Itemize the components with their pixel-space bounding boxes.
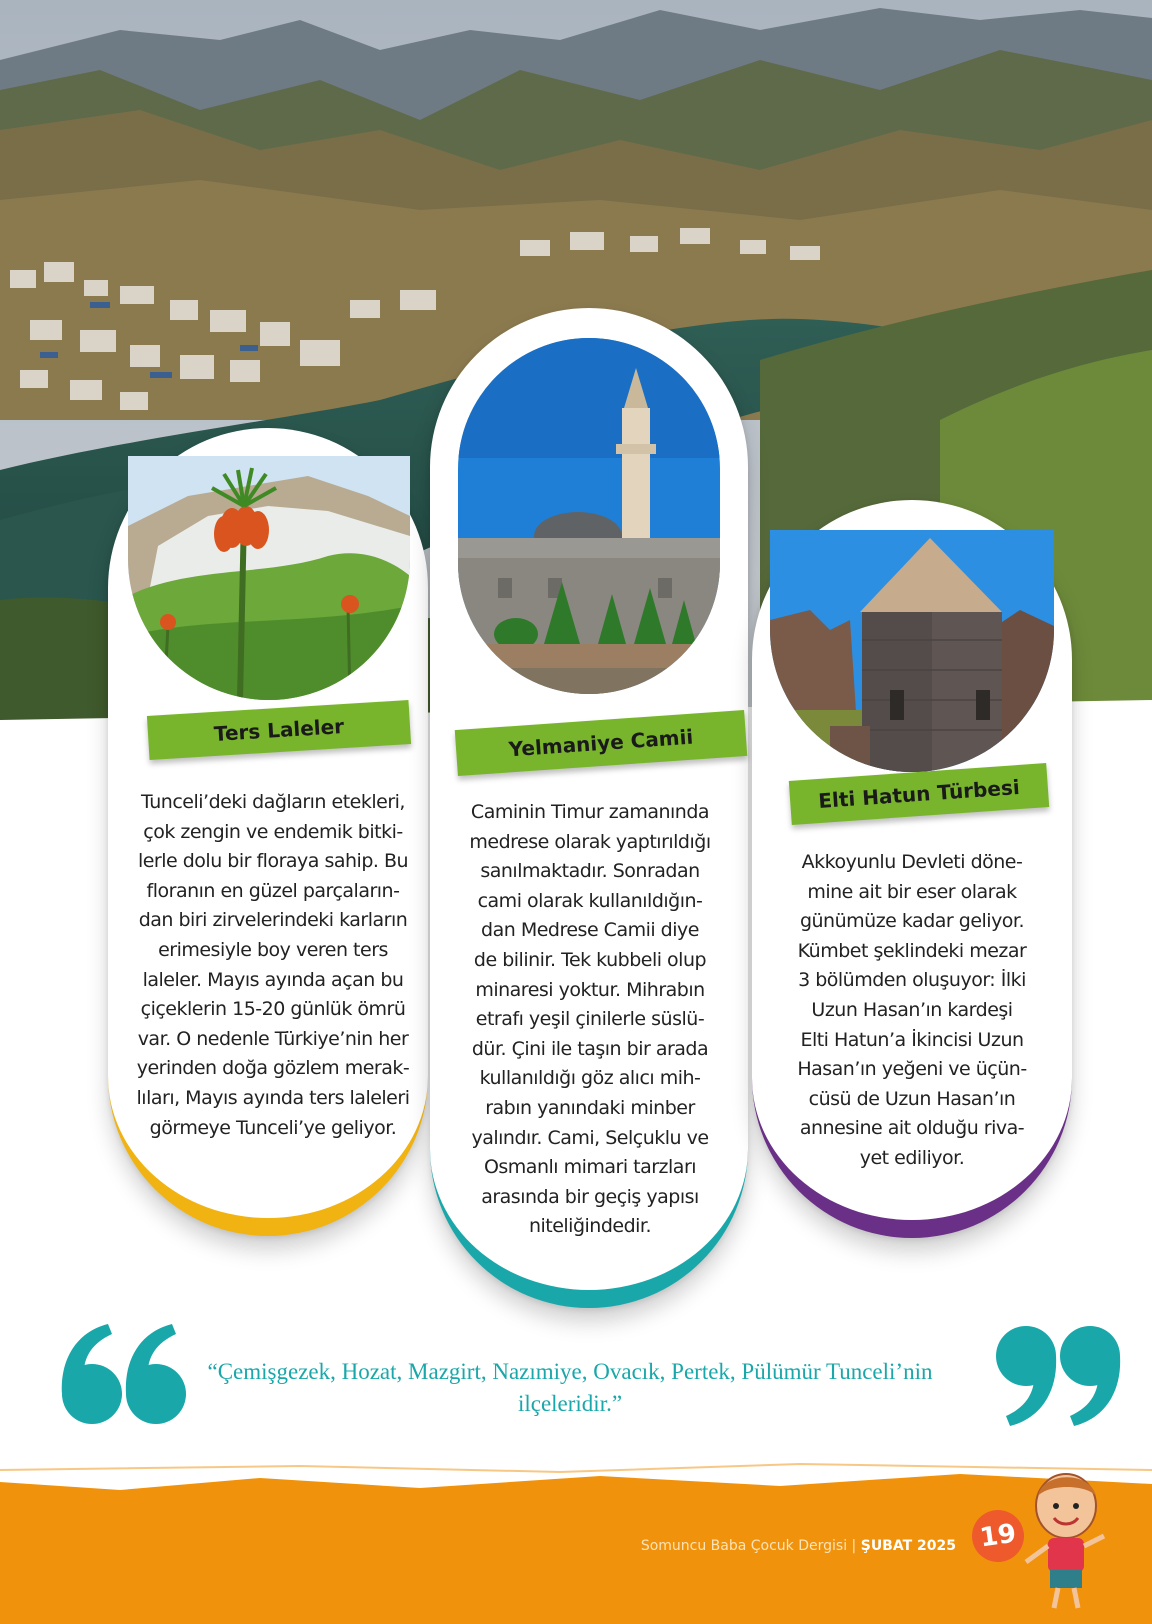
text-line: cüsü de Uzun Hasan’ın bbox=[808, 1087, 1016, 1110]
text-line: mine ait bir eser olarak bbox=[807, 880, 1017, 903]
text-line: dan biri zirvelerindeki karların bbox=[138, 909, 408, 932]
issue-date: ŞUBAT 2025 bbox=[860, 1538, 956, 1554]
text-line: 3 bölümden oluşuyor: İlki bbox=[798, 969, 1026, 992]
page-number: 19 bbox=[969, 1507, 1028, 1566]
card-title-ters-laleler: Ters Laleler bbox=[147, 700, 411, 760]
text-line: Elti Hatun’a İkincisi Uzun bbox=[800, 1028, 1024, 1051]
text-line: lerle dolu bir floraya sahip. Bu bbox=[137, 850, 409, 873]
text-line: yet ediliyor. bbox=[859, 1146, 965, 1169]
text-line: laleler. Mayıs ayında açan bu bbox=[142, 968, 404, 991]
text-line: erimesiyle boy veren ters bbox=[158, 938, 388, 961]
text-line: etrafı yeşil çinilerle süslü- bbox=[475, 1008, 705, 1031]
footer-separator: | bbox=[847, 1538, 861, 1554]
text-line: Osmanlı mimari tarzları bbox=[483, 1156, 697, 1179]
text-line: kullanıldığı göz alıcı mih- bbox=[479, 1067, 701, 1090]
text-line: niteliğindedir. bbox=[528, 1215, 652, 1238]
child-mascot-icon bbox=[1020, 1466, 1110, 1621]
tomb-kumbet-photo bbox=[770, 530, 1054, 772]
text-line: görmeye Tunceli’ye geliyor. bbox=[149, 1116, 397, 1139]
quote-line-1: “Çemişgezek, Hozat, Mazgirt, Nazımiye, Ovacık, Pertek, Pülümür Tunceli’nin bbox=[207, 1359, 933, 1384]
text-line: de bilinir. Tek kubbeli olup bbox=[473, 948, 707, 971]
text-line: Hasan’ın yeğeni ve üçün- bbox=[797, 1058, 1027, 1081]
mosque-minaret-photo bbox=[458, 338, 720, 694]
text-line: çiçeklerin 15-20 günlük ömrü bbox=[140, 998, 406, 1021]
text-line: sanılmaktadır. Sonradan bbox=[480, 860, 700, 883]
magazine-name: Somuncu Baba Çocuk Dergisi bbox=[640, 1538, 848, 1554]
text-line: Akkoyunlu Devleti döne- bbox=[801, 851, 1023, 873]
card-text-elti-hatun-turbesi bbox=[772, 848, 1052, 1174]
text-line: var. O nedenle Türkiye’nin her bbox=[137, 1027, 409, 1050]
quote-line-2: ilçeleridir.” bbox=[517, 1391, 623, 1416]
text-line: lıları, Mayıs ayında ters laleleri bbox=[136, 1086, 410, 1109]
footer-credit bbox=[641, 1538, 956, 1554]
text-line: rabın yanındaki minber bbox=[485, 1096, 695, 1119]
ters-lale-flower-photo bbox=[128, 456, 410, 700]
card-text-yelmaniye-camii bbox=[448, 798, 732, 1242]
text-line: cami olarak kullanıldığın- bbox=[477, 889, 703, 912]
close-quote-icon bbox=[996, 1320, 1126, 1435]
text-line: annesine ait olduğu riva- bbox=[799, 1117, 1025, 1140]
text-line: günümüze kadar geliyor. bbox=[799, 910, 1025, 933]
text-line: dan Medrese Camii diye bbox=[481, 919, 699, 942]
quote-text bbox=[190, 1356, 950, 1420]
text-line: minaresi yoktur. Mihrabın bbox=[475, 978, 705, 1001]
card-text-ters-laleler bbox=[128, 788, 418, 1143]
text-line: Caminin Timur zamanında bbox=[470, 801, 710, 823]
text-line: Kümbet şeklindeki mezar bbox=[797, 939, 1027, 962]
text-line: çok zengin ve endemik bitki- bbox=[143, 820, 403, 843]
open-quote-icon bbox=[56, 1320, 186, 1435]
text-line: Tunceli’deki dağların etekleri, bbox=[141, 791, 405, 813]
text-line: yerinden doğa gözlem merak- bbox=[136, 1057, 410, 1080]
card-title-elti-hatun-turbesi: Elti Hatun Türbesi bbox=[789, 763, 1049, 825]
card-title-yelmaniye-camii: Yelmaniye Camii bbox=[455, 710, 748, 776]
text-line: yalındır. Cami, Selçuklu ve bbox=[471, 1126, 709, 1149]
text-line: dür. Çini ile taşın bir arada bbox=[471, 1037, 709, 1060]
text-line: Uzun Hasan’ın kardeşi bbox=[811, 998, 1013, 1021]
text-line: arasında bir geçiş yapısı bbox=[481, 1185, 699, 1208]
text-line: medrese olarak yaptırıldığı bbox=[469, 830, 711, 853]
text-line: floranın en güzel parçaların- bbox=[146, 879, 400, 902]
